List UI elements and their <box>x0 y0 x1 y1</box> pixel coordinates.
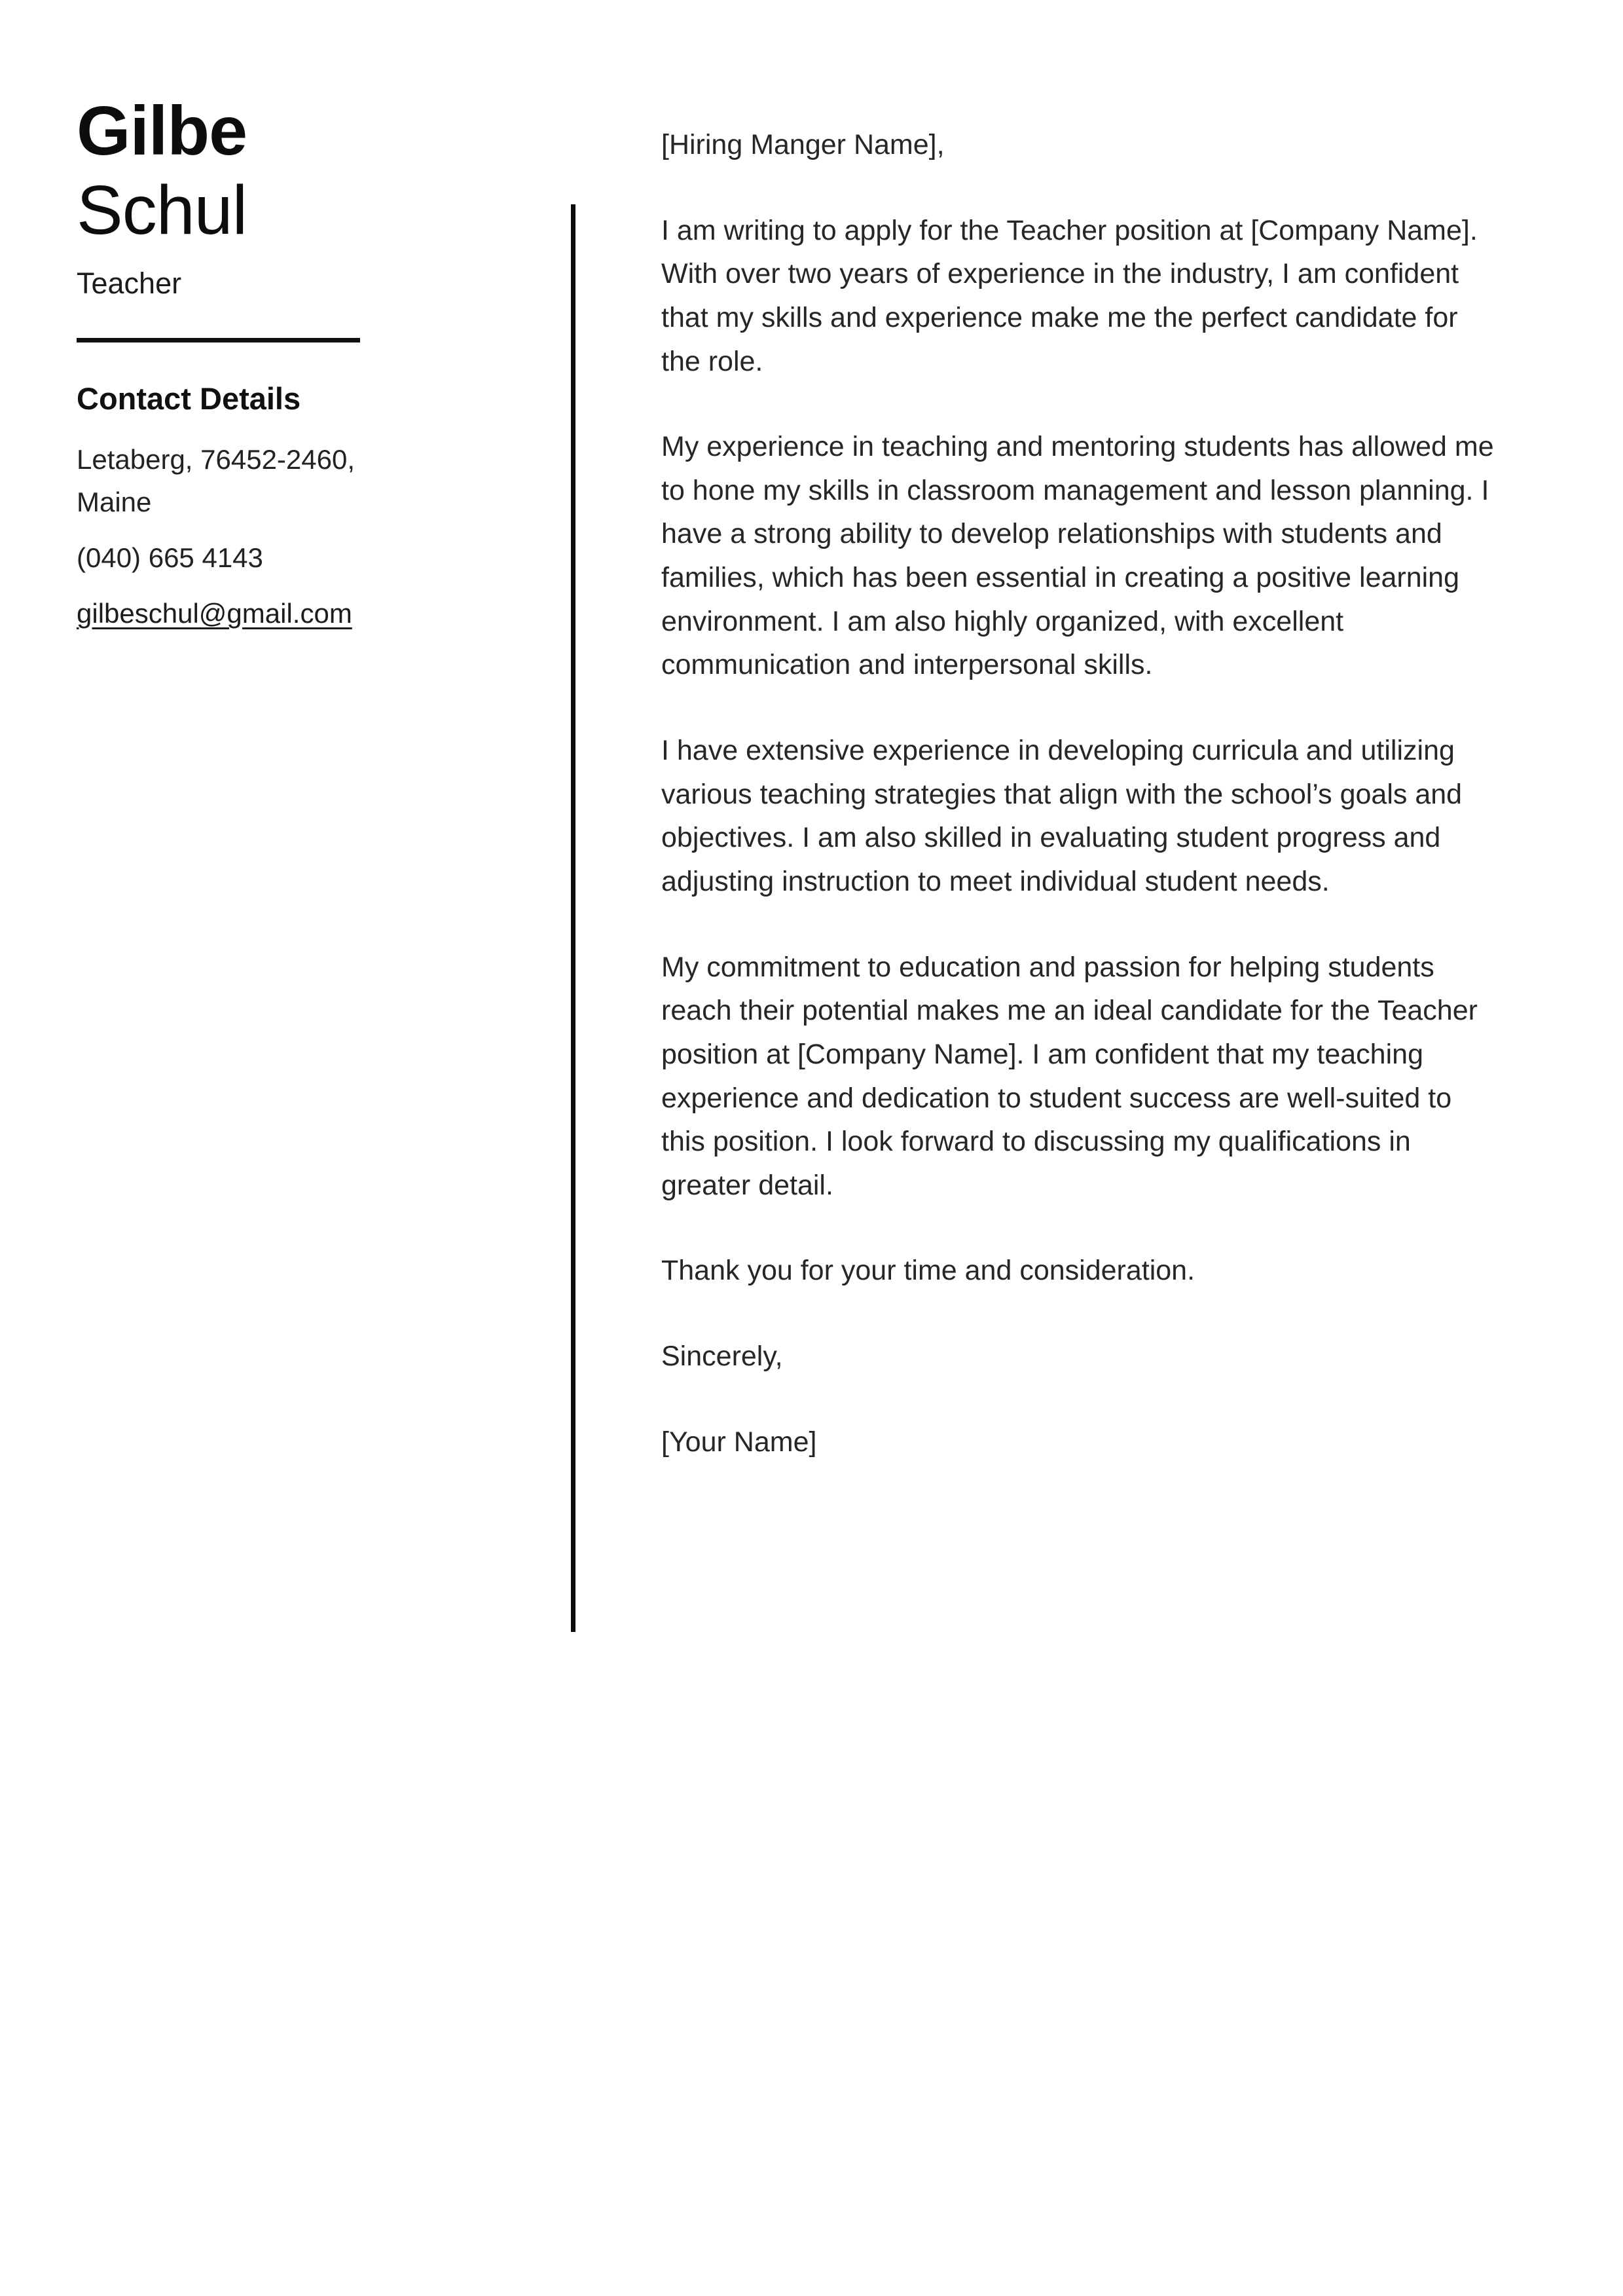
contact-phone: (040) 665 4143 <box>77 542 263 574</box>
sidebar-divider <box>77 338 360 343</box>
letter-paragraph-2: My experience in teaching and mentoring students has allowed me to hone my skills in classroom management and lesson planning. I have a strong ability to develop relationships with students and families, which has been essential in creating a positive learning environment. I am also highly organized, with excellent communication and interpersonal skills. <box>661 431 1494 681</box>
letter-closing: Sincerely, <box>661 1341 783 1373</box>
letter-body <box>661 123 1503 1464</box>
candidate-first-name: Gilbe <box>77 92 247 170</box>
salutation: [Hiring Manger Name], <box>661 129 945 160</box>
contact-address-line-1: Letaberg, 76452-2460, <box>77 444 356 475</box>
vertical-divider <box>571 204 575 1632</box>
sidebar <box>77 92 360 635</box>
letter-paragraph-3: I have extensive experience in developing curricula and utilizing various teaching strategies that align with the school’s goals and objectives. I am also skilled in evaluating student progress and adjusting instruction to meet individual student needs. <box>661 735 1463 897</box>
letter-thanks: Thank you for your time and consideration. <box>661 1255 1195 1287</box>
letter-signature: [Your Name] <box>661 1426 817 1458</box>
contact-email-row <box>77 592 360 635</box>
candidate-last-name: Schul <box>77 171 247 249</box>
candidate-name <box>77 92 360 250</box>
letter-paragraph-1: I am writing to apply for the Teacher position at [Company Name]. With over two years of experience in the industry, I am confident that my skills and experience make me the perfect candidate for the role. <box>661 214 1478 377</box>
letter-paragraph-4: My commitment to education and passion for helping students reach their potential makes me an ideal candidate for the Teacher position at [Company Name]. I am confident that my teaching experience and dedication to student success are well-suited to this position. I look forward to discussing my qualifications in greater detail. <box>661 951 1478 1201</box>
contact-address <box>77 438 360 523</box>
job-title: Teacher <box>77 266 182 300</box>
contact-email-link[interactable]: gilbeschul@gmail.com <box>77 598 352 629</box>
contact-address-line-2: Maine <box>77 487 152 518</box>
contact-details-heading: Contact Details <box>77 380 301 416</box>
